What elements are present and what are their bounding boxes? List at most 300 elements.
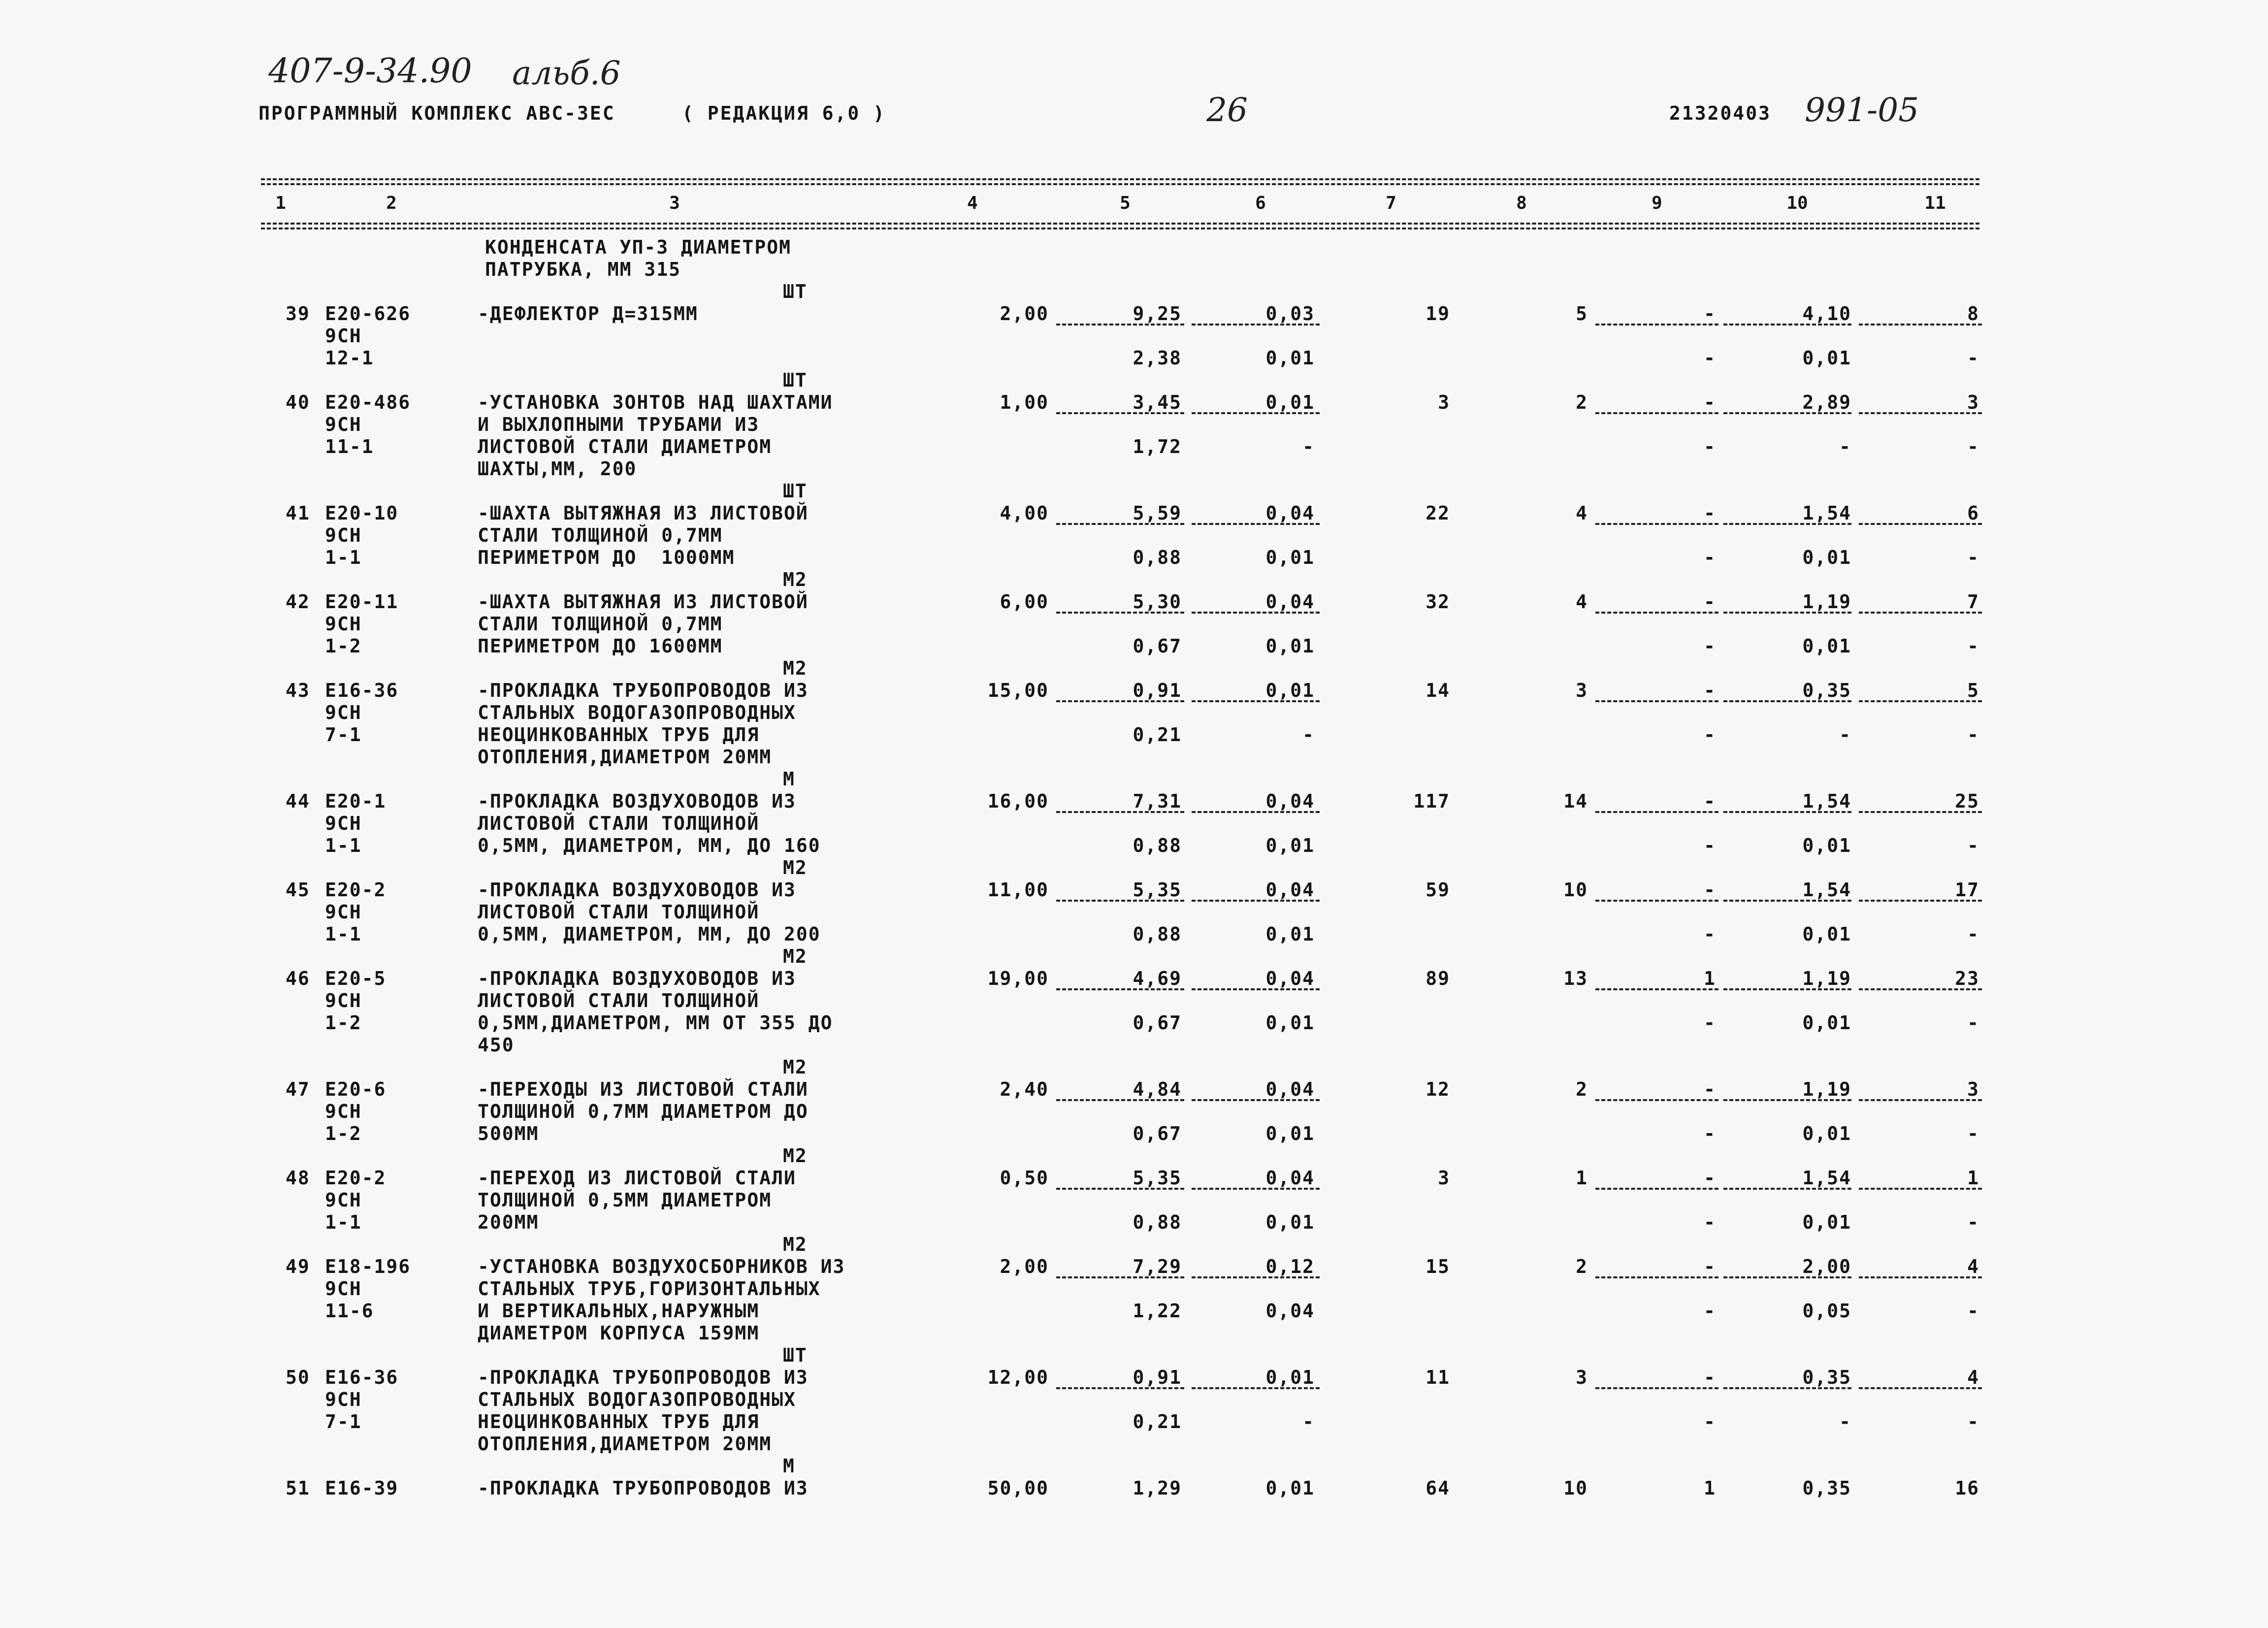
cell-c11: 3 [1967,391,1979,413]
cell-c10: 0,35 [1802,1367,1851,1388]
work-description: -ПРОКЛАДКА ВОЗДУХОВОДОВ ИЗ [478,968,796,989]
column-header-6: 6 [1255,193,1266,213]
column-header-3: 3 [669,193,680,213]
cell-c10: 1,19 [1802,1078,1851,1100]
row-number: 51 [286,1477,310,1499]
cell-divider [1192,523,1320,525]
cell-c6: 0,01 [1265,547,1315,568]
cell-divider [1192,1099,1320,1101]
cell-divider [1192,1188,1320,1190]
doc-number: 21320403 [1669,102,1772,124]
work-description: ШАХТЫ,ММ, 200 [478,458,637,480]
cell-c6: 0,04 [1265,1300,1315,1322]
work-description: ОТОПЛЕНИЯ,ДИАМЕТРОМ 20ММ [478,746,772,768]
row-number: 50 [286,1367,310,1388]
column-header-10: 10 [1786,193,1808,213]
unit-label: ШТ [783,1344,808,1366]
cell-c11: 16 [1955,1477,1979,1499]
cell-c9: - [1704,635,1716,657]
cell-divider [1859,1188,1982,1190]
cell-c9: - [1704,591,1716,613]
cell-qty: 16,00 [987,790,1049,812]
cell-c5: 1,29 [1133,1477,1182,1499]
cell-c6: 0,04 [1265,1078,1315,1100]
cell-c11: 8 [1967,303,1979,325]
cell-divider [1595,1188,1718,1190]
column-header-4: 4 [967,193,978,213]
cell-c6: 0,01 [1265,835,1315,856]
cell-divider [1595,700,1718,702]
cell-divider [1056,1188,1184,1190]
norm-code: Е20-11 [325,591,399,613]
cell-c7: 11 [1426,1367,1450,1388]
norm-code: 1-1 [325,835,362,856]
cell-c10: 4,10 [1802,303,1851,325]
cell-divider [1723,412,1851,414]
norm-code: 9СН [325,702,362,723]
norm-code: 9СН [325,325,362,347]
unit-label: ШТ [783,369,808,391]
cell-c8: 5 [1576,303,1588,325]
norm-code: Е20-626 [325,303,411,325]
cell-divider [1595,988,1718,990]
cell-c9: - [1704,1300,1716,1322]
cell-divider [1859,1276,1982,1278]
cell-c10: 0,01 [1802,835,1851,856]
cell-c10: 1,54 [1802,879,1851,901]
norm-code: 11-1 [325,436,374,457]
row-number: 43 [286,680,310,701]
work-description: 500ММ [478,1123,539,1144]
cell-c6: 0,01 [1265,635,1315,657]
cell-c9: - [1704,923,1716,945]
work-description: -ПРОКЛАДКА ТРУБОПРОВОДОВ ИЗ [478,1367,809,1388]
column-header-2: 2 [386,193,397,213]
cell-c9: - [1704,436,1716,457]
norm-code: 11-6 [325,1300,374,1322]
work-description: 0,5ММ, ДИАМЕТРОМ, ММ, ДО 200 [478,923,821,945]
cell-c9: - [1704,835,1716,856]
cell-c9: - [1704,1078,1716,1100]
column-header-7: 7 [1386,193,1396,213]
cell-c7: 14 [1426,680,1450,701]
norm-code: Е20-5 [325,968,387,989]
cell-c8: 14 [1563,790,1588,812]
cell-c10: 2,00 [1802,1256,1851,1277]
cell-divider [1595,1099,1718,1101]
work-description: -УСТАНОВКА ЗОНТОВ НАД ШАХТАМИ [478,391,833,413]
cell-c9: - [1704,347,1716,369]
cell-c6: 0,01 [1265,347,1315,369]
cell-c6: 0,03 [1265,303,1315,325]
norm-code: Е16-36 [325,680,399,701]
cell-divider [1056,324,1184,326]
cell-divider [1192,900,1320,902]
cell-c6: 0,04 [1265,591,1315,613]
table-top-rule-2 [261,183,1979,185]
cell-divider [1723,612,1851,614]
cell-c9: - [1704,1211,1716,1233]
norm-code: Е18-196 [325,1256,411,1277]
cell-c6: 0,01 [1265,1367,1315,1388]
work-description: НЕОЦИНКОВАННЫХ ТРУБ ДЛЯ [478,724,760,746]
row-number: 42 [286,591,310,613]
cell-c9: - [1704,1123,1716,1144]
intro-line: ПАТРУБКА, ММ 315 [485,259,681,280]
cell-c9: - [1704,547,1716,568]
column-header-11: 11 [1924,193,1946,213]
cell-divider [1723,700,1851,702]
cell-divider [1595,1276,1718,1278]
norm-code: 1-2 [325,635,362,657]
cell-divider [1595,523,1718,525]
norm-code: Е20-2 [325,879,387,901]
work-description: СТАЛИ ТОЛЩИНОЙ 0,7ММ [478,613,723,635]
cell-c5: 0,21 [1133,724,1182,746]
cell-c5: 4,84 [1133,1078,1182,1100]
row-number: 47 [286,1078,310,1100]
cell-divider [1192,1387,1320,1389]
handwritten-ref: 991-05 [1805,91,1919,129]
norm-code: 1-2 [325,1123,362,1144]
cell-divider [1595,412,1718,414]
handwritten-album: альб.6 [512,54,621,92]
cell-divider [1056,900,1184,902]
cell-c9: - [1704,1411,1716,1433]
cell-divider [1723,1387,1851,1389]
cell-c6: 0,01 [1265,1211,1315,1233]
norm-code: 7-1 [325,1411,362,1433]
cell-c6: 0,04 [1265,968,1315,989]
cell-c5: 0,88 [1133,923,1182,945]
cell-c9: - [1704,724,1716,746]
cell-c11: 17 [1955,879,1979,901]
cell-c6: 0,12 [1265,1256,1315,1277]
work-description: -ПЕРЕХОД ИЗ ЛИСТОВОЙ СТАЛИ [478,1167,796,1189]
cell-divider [1595,811,1718,813]
work-description: ПЕРИМЕТРОМ ДО 1600ММ [478,635,723,657]
cell-divider [1056,523,1184,525]
cell-c8: 2 [1576,1256,1588,1277]
unit-label: М [783,768,795,790]
work-description: И ВЕРТИКАЛЬНЫХ,НАРУЖНЫМ [478,1300,760,1322]
cell-c10: 0,01 [1802,547,1851,568]
cell-divider [1859,1099,1982,1101]
cell-divider [1859,324,1982,326]
cell-c10: - [1839,1411,1851,1433]
cell-qty: 6,00 [1000,591,1049,613]
cell-c9: - [1704,1367,1716,1388]
work-description: ТОЛЩИНОЙ 0,5ММ ДИАМЕТРОМ [478,1189,772,1211]
unit-label: М2 [783,657,808,679]
cell-c11: 7 [1967,591,1979,613]
cell-c6: 0,04 [1265,502,1315,524]
norm-code: 1-1 [325,547,362,568]
work-description: СТАЛЬНЫХ ВОДОГАЗОПРОВОДНЫХ [478,1389,796,1410]
row-number: 40 [286,391,310,413]
cell-divider [1056,1099,1184,1101]
cell-divider [1859,700,1982,702]
cell-c10: 0,35 [1802,1477,1851,1499]
cell-c9: - [1704,1256,1716,1277]
cell-c10: 0,05 [1802,1300,1851,1322]
cell-c9: - [1704,303,1716,325]
intro-line: ШТ [783,281,808,302]
cell-divider [1859,523,1982,525]
norm-code: 1-2 [325,1012,362,1034]
cell-c9: - [1704,502,1716,524]
cell-divider [1859,1387,1982,1389]
header-bottom-rule-2 [261,228,1979,229]
cell-c9: - [1704,1012,1716,1034]
cell-c9: - [1704,790,1716,812]
cell-divider [1192,988,1320,990]
cell-c8: 3 [1576,680,1588,701]
cell-divider [1595,900,1718,902]
cell-c10: 1,54 [1802,790,1851,812]
work-description: -ШАХТА ВЫТЯЖНАЯ ИЗ ЛИСТОВОЙ [478,591,809,613]
cell-divider [1859,811,1982,813]
cell-qty: 0,50 [1000,1167,1049,1189]
cell-c11: - [1967,1012,1979,1034]
cell-c5: 7,29 [1133,1256,1182,1277]
cell-c5: 5,30 [1133,591,1182,613]
work-description: СТАЛЬНЫХ ТРУБ,ГОРИЗОНТАЛЬНЫХ [478,1278,821,1300]
work-description: ПЕРИМЕТРОМ ДО 1000ММ [478,547,735,568]
norm-code: Е20-10 [325,502,399,524]
cell-divider [1595,324,1718,326]
work-description: -ПРОКЛАДКА ВОЗДУХОВОДОВ ИЗ [478,790,796,812]
cell-c8: 2 [1576,1078,1588,1100]
cell-c7: 117 [1413,790,1450,812]
cell-c5: 0,88 [1133,547,1182,568]
work-description: -ПЕРЕХОДЫ ИЗ ЛИСТОВОЙ СТАЛИ [478,1078,809,1100]
cell-divider [1056,811,1184,813]
work-description: ЛИСТОВОЙ СТАЛИ ТОЛЩИНОЙ [478,901,760,923]
cell-c11: - [1967,724,1979,746]
cell-c5: 7,31 [1133,790,1182,812]
norm-code: Е16-36 [325,1367,399,1388]
cell-c6: 0,04 [1265,879,1315,901]
cell-c7: 89 [1426,968,1450,989]
cell-c6: 0,01 [1265,923,1315,945]
cell-qty: 19,00 [987,968,1049,989]
cell-c5: 1,72 [1133,436,1182,457]
cell-divider [1192,612,1320,614]
cell-divider [1192,324,1320,326]
cell-c6: 0,01 [1265,1477,1315,1499]
unit-label: М2 [783,857,808,879]
work-description: -ДЕФЛЕКТОР Д=315ММ [478,303,698,325]
cell-c9: - [1704,391,1716,413]
work-description: 450 [478,1034,515,1056]
cell-qty: 12,00 [987,1367,1049,1388]
cell-c8: 4 [1576,502,1588,524]
cell-c7: 15 [1426,1256,1450,1277]
work-description: ОТОПЛЕНИЯ,ДИАМЕТРОМ 20ММ [478,1433,772,1455]
cell-divider [1056,988,1184,990]
cell-divider [1192,811,1320,813]
norm-code: Е20-1 [325,790,387,812]
norm-code: 9СН [325,990,362,1011]
cell-qty: 11,00 [987,879,1049,901]
cell-qty: 50,00 [987,1477,1049,1499]
work-description: НЕОЦИНКОВАННЫХ ТРУБ ДЛЯ [478,1411,760,1433]
cell-c6: 0,01 [1265,680,1315,701]
unit-label: М2 [783,1145,808,1167]
cell-divider [1595,612,1718,614]
work-description: СТАЛЬНЫХ ВОДОГАЗОПРОВОДНЫХ [478,702,796,723]
cell-c11: - [1967,1123,1979,1144]
cell-c10: 0,01 [1802,1211,1851,1233]
cell-qty: 4,00 [1000,502,1049,524]
work-description: ЛИСТОВОЙ СТАЛИ ТОЛЩИНОЙ [478,990,760,1011]
cell-c11: 23 [1955,968,1979,989]
cell-c10: - [1839,724,1851,746]
cell-c11: - [1967,835,1979,856]
cell-c6: 0,04 [1265,790,1315,812]
row-number: 46 [286,968,310,989]
cell-c11: 25 [1955,790,1979,812]
cell-c11: - [1967,547,1979,568]
norm-code: 9СН [325,613,362,635]
work-description: -ПРОКЛАДКА ВОЗДУХОВОДОВ ИЗ [478,879,796,901]
cell-c5: 0,67 [1133,1012,1182,1034]
work-description: -УСТАНОВКА ВОЗДУХОСБОРНИКОВ ИЗ [478,1256,845,1277]
cell-c8: 3 [1576,1367,1588,1388]
norm-code: 1-1 [325,923,362,945]
cell-divider [1723,523,1851,525]
cell-c10: 0,35 [1802,680,1851,701]
cell-divider [1056,412,1184,414]
norm-code: 1-1 [325,1211,362,1233]
cell-c8: 10 [1563,1477,1588,1499]
work-description: ЛИСТОВОЙ СТАЛИ ТОЛЩИНОЙ [478,813,760,834]
cell-c11: 4 [1967,1256,1979,1277]
column-header-8: 8 [1516,193,1527,213]
work-description: ТОЛЩИНОЙ 0,7ММ ДИАМЕТРОМ ДО [478,1101,809,1122]
cell-c5: 1,22 [1133,1300,1182,1322]
cell-c10: 0,01 [1802,347,1851,369]
cell-c10: 0,01 [1802,923,1851,945]
column-header-5: 5 [1120,193,1131,213]
cell-c5: 0,67 [1133,1123,1182,1144]
norm-code: Е20-486 [325,391,411,413]
cell-c6: 0,01 [1265,391,1315,413]
program-title: ПРОГРАММНЫЙ КОМПЛЕКС АВС-ЗЕС [259,102,616,124]
unit-label: М2 [783,945,808,967]
cell-c6: - [1302,724,1315,746]
unit-label: М2 [783,569,808,590]
cell-c8: 13 [1563,968,1588,989]
cell-c7: 32 [1426,591,1450,613]
cell-c5: 0,88 [1133,1211,1182,1233]
cell-divider [1192,700,1320,702]
work-description: СТАЛИ ТОЛЩИНОЙ 0,7ММ [478,524,723,546]
cell-c6: - [1302,1411,1315,1433]
cell-c9: - [1704,680,1716,701]
cell-c7: 12 [1426,1078,1450,1100]
cell-c5: 5,59 [1133,502,1182,524]
cell-divider [1859,900,1982,902]
work-description: -ПРОКЛАДКА ТРУБОПРОВОДОВ ИЗ [478,680,809,701]
cell-c5: 5,35 [1133,879,1182,901]
cell-c9: 1 [1704,968,1716,989]
row-number: 45 [286,879,310,901]
cell-c11: 4 [1967,1367,1979,1388]
cell-c7: 3 [1438,1167,1450,1189]
norm-code: 9СН [325,1389,362,1410]
cell-c9: 1 [1704,1477,1716,1499]
cell-c9: - [1704,1167,1716,1189]
cell-c10: 0,01 [1802,1012,1851,1034]
cell-c6: 0,01 [1265,1123,1315,1144]
row-number: 44 [286,790,310,812]
work-description: 200ММ [478,1211,539,1233]
norm-code: 9СН [325,901,362,923]
column-header-9: 9 [1652,193,1662,213]
cell-c7: 3 [1438,391,1450,413]
header-bottom-rule [261,223,1979,225]
cell-c5: 0,91 [1133,680,1182,701]
cell-divider [1595,1387,1718,1389]
cell-c5: 0,91 [1133,1367,1182,1388]
norm-code: Е20-2 [325,1167,387,1189]
work-description: И ВЫХЛОПНЫМИ ТРУБАМИ ИЗ [478,414,760,435]
table-top-rule [261,178,1979,180]
cell-c8: 10 [1563,879,1588,901]
cell-divider [1192,412,1320,414]
cell-qty: 2,40 [1000,1078,1049,1100]
cell-divider [1723,900,1851,902]
cell-c5: 0,21 [1133,1411,1182,1433]
cell-divider [1723,811,1851,813]
edition: ( РЕДАКЦИЯ 6,0 ) [682,102,886,124]
cell-divider [1056,1276,1184,1278]
cell-qty: 2,00 [1000,1256,1049,1277]
cell-c11: 1 [1967,1167,1979,1189]
cell-c7: 22 [1426,502,1450,524]
cell-divider [1192,1276,1320,1278]
work-description: -ШАХТА ВЫТЯЖНАЯ ИЗ ЛИСТОВОЙ [478,502,809,524]
work-description: 0,5ММ, ДИАМЕТРОМ, ММ, ДО 160 [478,835,821,856]
cell-c7: 59 [1426,879,1450,901]
row-number: 49 [286,1256,310,1277]
cell-c10: 1,19 [1802,591,1851,613]
cell-c11: - [1967,347,1979,369]
cell-c11: - [1967,1300,1979,1322]
cell-c11: 5 [1967,680,1979,701]
cell-c7: 19 [1426,303,1450,325]
norm-code: 9СН [325,1189,362,1211]
cell-c9: - [1704,879,1716,901]
cell-c11: - [1967,1211,1979,1233]
cell-c10: 0,01 [1802,1123,1851,1144]
norm-code: 9СН [325,414,362,435]
row-number: 41 [286,502,310,524]
norm-code: 9СН [325,1278,362,1300]
cell-c7: 64 [1426,1477,1450,1499]
row-number: 48 [286,1167,310,1189]
cell-qty: 1,00 [1000,391,1049,413]
unit-label: М2 [783,1056,808,1078]
cell-c8: 4 [1576,591,1588,613]
cell-c11: - [1967,436,1979,457]
cell-divider [1859,612,1982,614]
cell-divider [1723,1276,1851,1278]
intro-line: КОНДЕНСАТА УП-3 ДИАМЕТРОМ [485,236,791,258]
cell-c8: 1 [1576,1167,1588,1189]
